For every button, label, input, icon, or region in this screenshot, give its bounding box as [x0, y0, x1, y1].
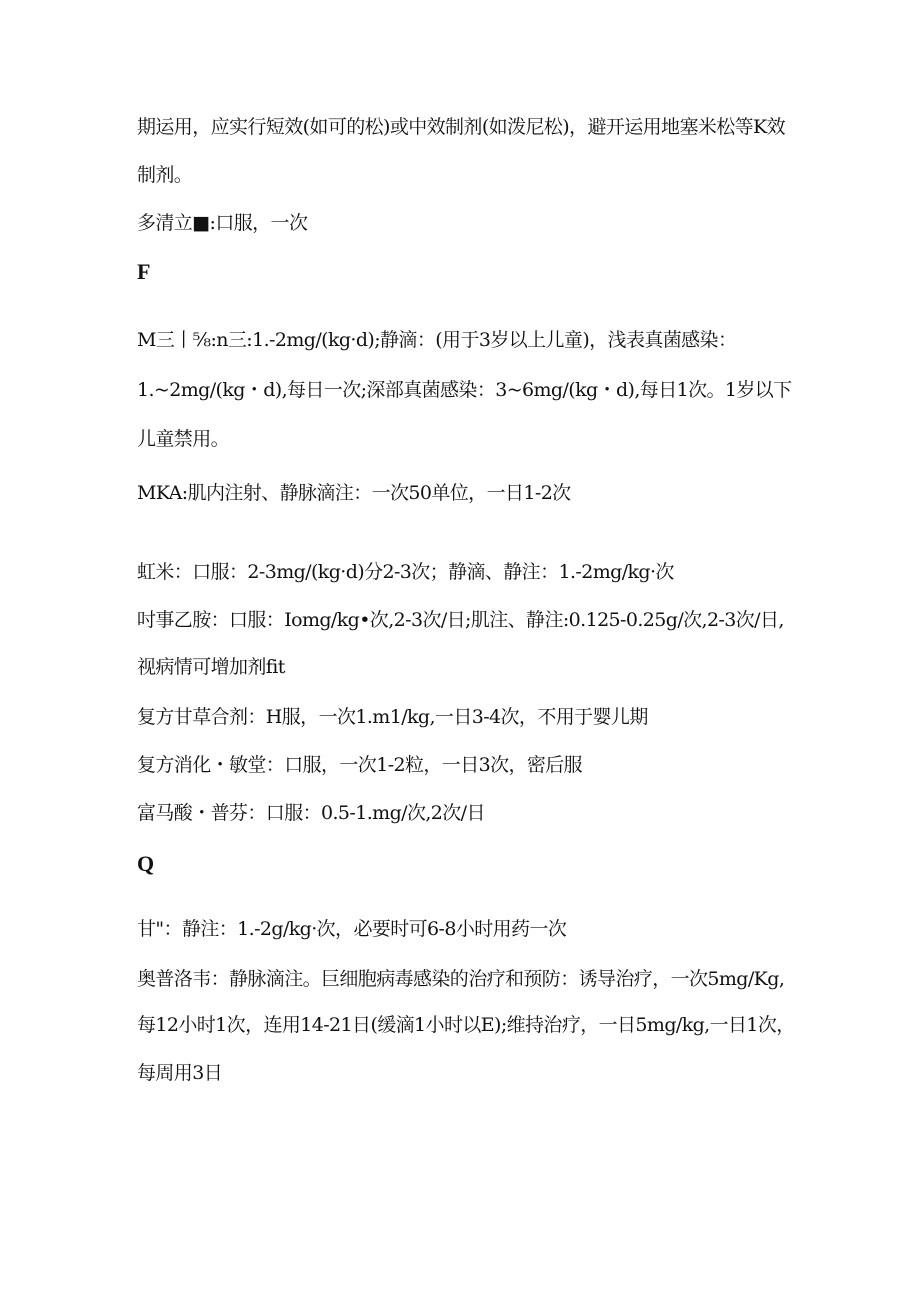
- text-line: MKA:肌内注射、静脉滴注：一次50单位，一日1-2次: [137, 482, 571, 504]
- text-line: 多清立■:口服，一次: [137, 212, 308, 234]
- text-line: 制剂。: [137, 164, 193, 186]
- text-line: 奥普洛韦：静脉滴注。巨细胞病毒感染的治疗和预防：诱导治疗，一次5mg/Kg,: [137, 968, 785, 990]
- section-heading-q: Q: [137, 851, 155, 876]
- text-line: 每12小时1次，连用14-21日(缓滴1小时以E);维持治疗，一日5mg/kg,一日1次，: [137, 1014, 795, 1036]
- text-line: 吋事乙胺：口服：Iomg/kg•次,2-3次/日;肌注、静注:0.125-0.25g/次,2-3次/日,: [137, 609, 784, 631]
- text-line: 期运用，应实行短效(如可的松)或中效制剂(如泼尼松)，避开运用地塞米松等K效: [137, 116, 786, 138]
- text-line: 虹米：口服：2-3mg/(kg·d)分2-3次；静滴、静注：1.-2mg/kg·次: [137, 561, 674, 583]
- text-line: 视病情可增加剂fit: [137, 656, 285, 678]
- text-line: 每周用3日: [137, 1062, 223, 1084]
- text-line: 复方甘草合剂：H服，一次1.m1/kg,一日3-4次，不用于婴儿期: [137, 706, 648, 728]
- text-line: 富马酸・普芬：口服：0.5-1.mg/次,2次/日: [137, 802, 485, 824]
- text-line: 复方消化・敏堂：口服，一次1-2粒，一日3次，密后服: [137, 754, 583, 776]
- text-line: M三丨⅝:n三:1.-2mg/(kg·d);静滴：(用于3岁以上儿童)，浅表真菌感染：: [137, 329, 737, 351]
- text-line: 甘"：静注：1.-2g/kg·次，必要时可6-8小时用药一次: [137, 918, 567, 940]
- text-line: 1.~2mg/(kg・d),每日一次;深部真菌感染：3~6mg/(kg・d),每日1次。1岁以下: [137, 379, 792, 401]
- text-line: 儿童禁用。: [137, 428, 230, 450]
- section-heading-f: F: [137, 259, 151, 284]
